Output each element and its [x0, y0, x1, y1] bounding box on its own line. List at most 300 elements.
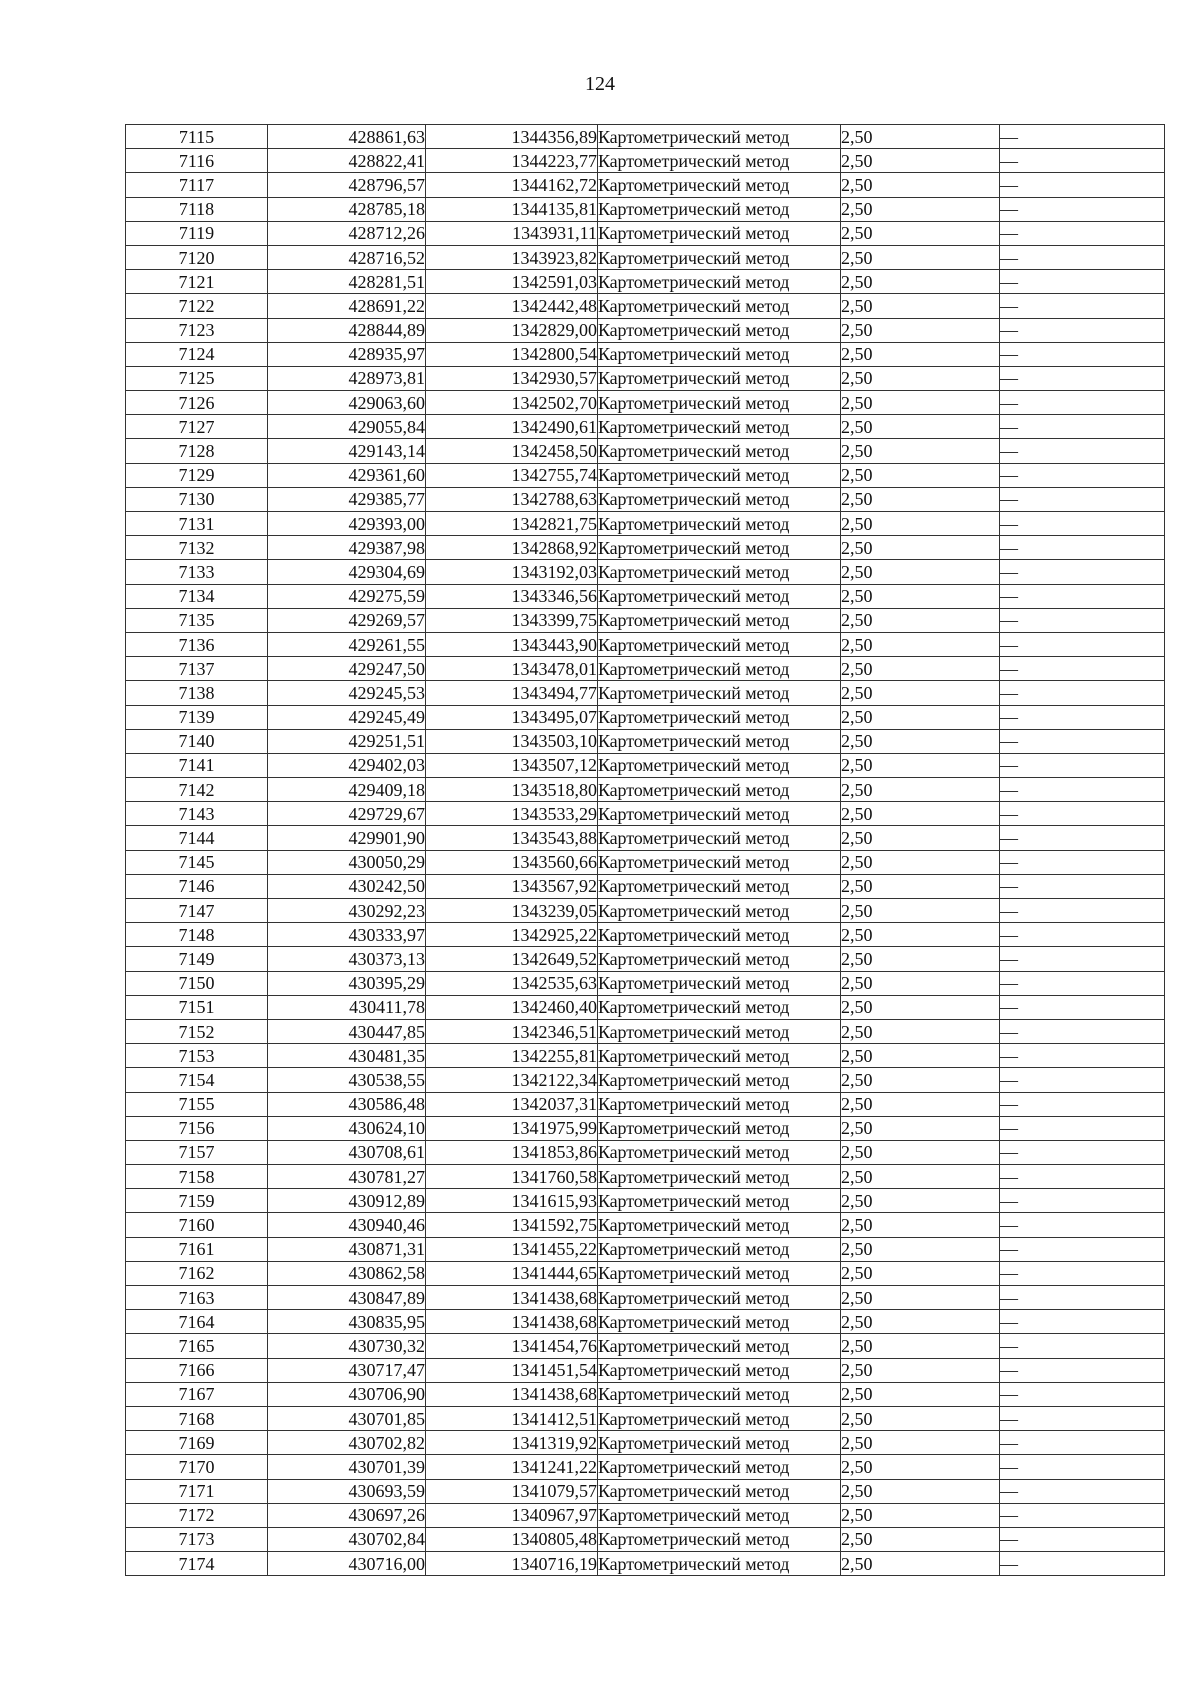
- point-number-cell: 7145: [126, 850, 268, 874]
- accuracy-cell: 2,50: [841, 1406, 1000, 1430]
- table-row: [126, 560, 1165, 584]
- y-coordinate-cell: 1342458,50: [426, 439, 598, 463]
- point-number-cell: 7165: [126, 1334, 268, 1358]
- point-number-cell: 7149: [126, 947, 268, 971]
- description-cell: —: [1000, 826, 1165, 850]
- point-number-cell: 7118: [126, 197, 268, 221]
- description-cell: —: [1000, 899, 1165, 923]
- point-number-cell: 7117: [126, 173, 268, 197]
- accuracy-cell: 2,50: [841, 1552, 1000, 1576]
- x-coordinate-cell: 429361,60: [268, 463, 426, 487]
- table-row: [126, 971, 1165, 995]
- y-coordinate-cell: 1341451,54: [426, 1358, 598, 1382]
- accuracy-cell: 2,50: [841, 391, 1000, 415]
- method-cell: Картометрический метод: [598, 778, 841, 802]
- accuracy-cell: 2,50: [841, 1479, 1000, 1503]
- point-number-cell: 7153: [126, 1044, 268, 1068]
- accuracy-cell: 2,50: [841, 1044, 1000, 1068]
- x-coordinate-cell: 430701,85: [268, 1406, 426, 1430]
- description-cell: —: [1000, 1019, 1165, 1043]
- accuracy-cell: 2,50: [841, 1116, 1000, 1140]
- x-coordinate-cell: 430871,31: [268, 1237, 426, 1261]
- method-cell: Картометрический метод: [598, 899, 841, 923]
- y-coordinate-cell: 1344135,81: [426, 197, 598, 221]
- y-coordinate-cell: 1342788,63: [426, 487, 598, 511]
- accuracy-cell: 2,50: [841, 971, 1000, 995]
- y-coordinate-cell: 1342535,63: [426, 971, 598, 995]
- x-coordinate-cell: 429393,00: [268, 512, 426, 536]
- accuracy-cell: 2,50: [841, 1237, 1000, 1261]
- accuracy-cell: 2,50: [841, 536, 1000, 560]
- description-cell: —: [1000, 1310, 1165, 1334]
- point-number-cell: 7159: [126, 1189, 268, 1213]
- y-coordinate-cell: 1343507,12: [426, 753, 598, 777]
- x-coordinate-cell: 430708,61: [268, 1140, 426, 1164]
- accuracy-cell: 2,50: [841, 149, 1000, 173]
- description-cell: —: [1000, 1189, 1165, 1213]
- description-cell: —: [1000, 512, 1165, 536]
- description-cell: —: [1000, 1261, 1165, 1285]
- description-cell: —: [1000, 729, 1165, 753]
- x-coordinate-cell: 429304,69: [268, 560, 426, 584]
- x-coordinate-cell: 430940,46: [268, 1213, 426, 1237]
- method-cell: Картометрический метод: [598, 294, 841, 318]
- y-coordinate-cell: 1343567,92: [426, 874, 598, 898]
- x-coordinate-cell: 428281,51: [268, 270, 426, 294]
- description-cell: —: [1000, 149, 1165, 173]
- point-number-cell: 7156: [126, 1116, 268, 1140]
- table-row: [126, 415, 1165, 439]
- method-cell: Картометрический метод: [598, 125, 841, 149]
- description-cell: —: [1000, 1213, 1165, 1237]
- y-coordinate-cell: 1342755,74: [426, 463, 598, 487]
- point-number-cell: 7125: [126, 366, 268, 390]
- method-cell: Картометрический метод: [598, 270, 841, 294]
- method-cell: Картометрический метод: [598, 1503, 841, 1527]
- point-number-cell: 7134: [126, 584, 268, 608]
- point-number-cell: 7160: [126, 1213, 268, 1237]
- method-cell: Картометрический метод: [598, 1116, 841, 1140]
- x-coordinate-cell: 428691,22: [268, 294, 426, 318]
- table-row: [126, 512, 1165, 536]
- method-cell: Картометрический метод: [598, 1431, 841, 1455]
- table-row: [126, 536, 1165, 560]
- y-coordinate-cell: 1341444,65: [426, 1261, 598, 1285]
- description-cell: —: [1000, 197, 1165, 221]
- method-cell: Картометрический метод: [598, 1455, 841, 1479]
- accuracy-cell: 2,50: [841, 899, 1000, 923]
- description-cell: —: [1000, 125, 1165, 149]
- point-number-cell: 7142: [126, 778, 268, 802]
- method-cell: Картометрический метод: [598, 584, 841, 608]
- y-coordinate-cell: 1343503,10: [426, 729, 598, 753]
- method-cell: Картометрический метод: [598, 705, 841, 729]
- x-coordinate-cell: 429245,53: [268, 681, 426, 705]
- table-row: [126, 1116, 1165, 1140]
- y-coordinate-cell: 1342800,54: [426, 342, 598, 366]
- accuracy-cell: 2,50: [841, 463, 1000, 487]
- method-cell: Картометрический метод: [598, 439, 841, 463]
- method-cell: Картометрический метод: [598, 415, 841, 439]
- table-row: [126, 125, 1165, 149]
- method-cell: Картометрический метод: [598, 1237, 841, 1261]
- y-coordinate-cell: 1342037,31: [426, 1092, 598, 1116]
- table-row: [126, 1189, 1165, 1213]
- y-coordinate-cell: 1341760,58: [426, 1165, 598, 1189]
- x-coordinate-cell: 430835,95: [268, 1310, 426, 1334]
- y-coordinate-cell: 1341853,86: [426, 1140, 598, 1164]
- x-coordinate-cell: 428796,57: [268, 173, 426, 197]
- y-coordinate-cell: 1342122,34: [426, 1068, 598, 1092]
- table-row: [126, 729, 1165, 753]
- y-coordinate-cell: 1343346,56: [426, 584, 598, 608]
- y-coordinate-cell: 1343399,75: [426, 608, 598, 632]
- table-row: [126, 1503, 1165, 1527]
- accuracy-cell: 2,50: [841, 1140, 1000, 1164]
- x-coordinate-cell: 430847,89: [268, 1286, 426, 1310]
- method-cell: Картометрический метод: [598, 197, 841, 221]
- accuracy-cell: 2,50: [841, 1213, 1000, 1237]
- method-cell: Картометрический метод: [598, 1261, 841, 1285]
- accuracy-cell: 2,50: [841, 584, 1000, 608]
- table-row: [126, 826, 1165, 850]
- x-coordinate-cell: 430481,35: [268, 1044, 426, 1068]
- description-cell: —: [1000, 221, 1165, 245]
- method-cell: Картометрический метод: [598, 391, 841, 415]
- description-cell: —: [1000, 270, 1165, 294]
- method-cell: Картометрический метод: [598, 1165, 841, 1189]
- table-row: [126, 318, 1165, 342]
- y-coordinate-cell: 1343560,66: [426, 850, 598, 874]
- x-coordinate-cell: 429261,55: [268, 632, 426, 656]
- table-row: [126, 463, 1165, 487]
- description-cell: —: [1000, 632, 1165, 656]
- table-row: [126, 1092, 1165, 1116]
- table-row: [126, 1310, 1165, 1334]
- table-row: [126, 1044, 1165, 1068]
- accuracy-cell: 2,50: [841, 1165, 1000, 1189]
- table-row: [126, 294, 1165, 318]
- y-coordinate-cell: 1343518,80: [426, 778, 598, 802]
- y-coordinate-cell: 1341592,75: [426, 1213, 598, 1237]
- description-cell: —: [1000, 778, 1165, 802]
- y-coordinate-cell: 1343533,29: [426, 802, 598, 826]
- point-number-cell: 7115: [126, 125, 268, 149]
- y-coordinate-cell: 1342821,75: [426, 512, 598, 536]
- y-coordinate-cell: 1343931,11: [426, 221, 598, 245]
- x-coordinate-cell: 429409,18: [268, 778, 426, 802]
- point-number-cell: 7169: [126, 1431, 268, 1455]
- description-cell: —: [1000, 1044, 1165, 1068]
- table-row: [126, 705, 1165, 729]
- method-cell: Картометрический метод: [598, 342, 841, 366]
- method-cell: Картометрический метод: [598, 729, 841, 753]
- y-coordinate-cell: 1343494,77: [426, 681, 598, 705]
- description-cell: —: [1000, 608, 1165, 632]
- x-coordinate-cell: 429247,50: [268, 657, 426, 681]
- x-coordinate-cell: 430333,97: [268, 923, 426, 947]
- description-cell: —: [1000, 1479, 1165, 1503]
- table-row: [126, 608, 1165, 632]
- table-row: [126, 1140, 1165, 1164]
- accuracy-cell: 2,50: [841, 1092, 1000, 1116]
- accuracy-cell: 2,50: [841, 221, 1000, 245]
- table-row: [126, 753, 1165, 777]
- description-cell: —: [1000, 584, 1165, 608]
- table-row: [126, 391, 1165, 415]
- x-coordinate-cell: 430701,39: [268, 1455, 426, 1479]
- description-cell: —: [1000, 439, 1165, 463]
- x-coordinate-cell: 429385,77: [268, 487, 426, 511]
- description-cell: —: [1000, 1431, 1165, 1455]
- y-coordinate-cell: 1341438,68: [426, 1286, 598, 1310]
- x-coordinate-cell: 429055,84: [268, 415, 426, 439]
- y-coordinate-cell: 1343495,07: [426, 705, 598, 729]
- x-coordinate-cell: 428712,26: [268, 221, 426, 245]
- description-cell: —: [1000, 1237, 1165, 1261]
- y-coordinate-cell: 1343239,05: [426, 899, 598, 923]
- point-number-cell: 7152: [126, 1019, 268, 1043]
- point-number-cell: 7148: [126, 923, 268, 947]
- point-number-cell: 7158: [126, 1165, 268, 1189]
- table-row: [126, 874, 1165, 898]
- description-cell: —: [1000, 1358, 1165, 1382]
- table-row: [126, 1358, 1165, 1382]
- x-coordinate-cell: 429402,03: [268, 753, 426, 777]
- point-number-cell: 7155: [126, 1092, 268, 1116]
- x-coordinate-cell: 429729,67: [268, 802, 426, 826]
- y-coordinate-cell: 1344356,89: [426, 125, 598, 149]
- method-cell: Картометрический метод: [598, 1068, 841, 1092]
- table-row: [126, 1019, 1165, 1043]
- table-row: [126, 1527, 1165, 1551]
- method-cell: Картометрический метод: [598, 463, 841, 487]
- accuracy-cell: 2,50: [841, 415, 1000, 439]
- point-number-cell: 7150: [126, 971, 268, 995]
- y-coordinate-cell: 1343192,03: [426, 560, 598, 584]
- table-row: [126, 221, 1165, 245]
- table-row: [126, 802, 1165, 826]
- y-coordinate-cell: 1342649,52: [426, 947, 598, 971]
- coordinates-table-body: [126, 125, 1165, 1576]
- x-coordinate-cell: 430411,78: [268, 995, 426, 1019]
- x-coordinate-cell: 430624,10: [268, 1116, 426, 1140]
- point-number-cell: 7170: [126, 1455, 268, 1479]
- method-cell: Картометрический метод: [598, 318, 841, 342]
- point-number-cell: 7164: [126, 1310, 268, 1334]
- table-row: [126, 1552, 1165, 1576]
- accuracy-cell: 2,50: [841, 1189, 1000, 1213]
- x-coordinate-cell: 430538,55: [268, 1068, 426, 1092]
- point-number-cell: 7119: [126, 221, 268, 245]
- table-row: [126, 1286, 1165, 1310]
- description-cell: —: [1000, 1068, 1165, 1092]
- method-cell: Картометрический метод: [598, 173, 841, 197]
- y-coordinate-cell: 1343543,88: [426, 826, 598, 850]
- method-cell: Картометрический метод: [598, 1286, 841, 1310]
- description-cell: —: [1000, 1140, 1165, 1164]
- description-cell: —: [1000, 294, 1165, 318]
- point-number-cell: 7144: [126, 826, 268, 850]
- x-coordinate-cell: 428973,81: [268, 366, 426, 390]
- accuracy-cell: 2,50: [841, 1455, 1000, 1479]
- table-row: [126, 778, 1165, 802]
- point-number-cell: 7167: [126, 1382, 268, 1406]
- method-cell: Картометрический метод: [598, 1382, 841, 1406]
- x-coordinate-cell: 430447,85: [268, 1019, 426, 1043]
- y-coordinate-cell: 1342346,51: [426, 1019, 598, 1043]
- y-coordinate-cell: 1342829,00: [426, 318, 598, 342]
- y-coordinate-cell: 1343443,90: [426, 632, 598, 656]
- table-row: [126, 197, 1165, 221]
- y-coordinate-cell: 1342460,40: [426, 995, 598, 1019]
- accuracy-cell: 2,50: [841, 632, 1000, 656]
- table-row: [126, 487, 1165, 511]
- x-coordinate-cell: 430730,32: [268, 1334, 426, 1358]
- point-number-cell: 7131: [126, 512, 268, 536]
- description-cell: —: [1000, 657, 1165, 681]
- y-coordinate-cell: 1341975,99: [426, 1116, 598, 1140]
- y-coordinate-cell: 1341438,68: [426, 1310, 598, 1334]
- x-coordinate-cell: 429245,49: [268, 705, 426, 729]
- table-row: [126, 657, 1165, 681]
- page-number: 124: [585, 73, 615, 95]
- description-cell: —: [1000, 1116, 1165, 1140]
- accuracy-cell: 2,50: [841, 947, 1000, 971]
- point-number-cell: 7128: [126, 439, 268, 463]
- y-coordinate-cell: 1341438,68: [426, 1382, 598, 1406]
- description-cell: —: [1000, 245, 1165, 269]
- table-row: [126, 923, 1165, 947]
- table-row: [126, 439, 1165, 463]
- method-cell: Картометрический метод: [598, 971, 841, 995]
- x-coordinate-cell: 430242,50: [268, 874, 426, 898]
- table-row: [126, 899, 1165, 923]
- table-row: [126, 584, 1165, 608]
- y-coordinate-cell: 1342502,70: [426, 391, 598, 415]
- point-number-cell: 7171: [126, 1479, 268, 1503]
- method-cell: Картометрический метод: [598, 632, 841, 656]
- method-cell: Картометрический метод: [598, 1044, 841, 1068]
- description-cell: —: [1000, 681, 1165, 705]
- point-number-cell: 7168: [126, 1406, 268, 1430]
- method-cell: Картометрический метод: [598, 149, 841, 173]
- accuracy-cell: 2,50: [841, 753, 1000, 777]
- x-coordinate-cell: 428785,18: [268, 197, 426, 221]
- x-coordinate-cell: 430050,29: [268, 850, 426, 874]
- method-cell: Картометрический метод: [598, 657, 841, 681]
- table-row: [126, 173, 1165, 197]
- description-cell: —: [1000, 947, 1165, 971]
- method-cell: Картометрический метод: [598, 221, 841, 245]
- description-cell: —: [1000, 487, 1165, 511]
- table-row: [126, 270, 1165, 294]
- description-cell: —: [1000, 802, 1165, 826]
- point-number-cell: 7163: [126, 1286, 268, 1310]
- method-cell: Картометрический метод: [598, 512, 841, 536]
- point-number-cell: 7173: [126, 1527, 268, 1551]
- accuracy-cell: 2,50: [841, 1431, 1000, 1455]
- x-coordinate-cell: 429901,90: [268, 826, 426, 850]
- y-coordinate-cell: 1341412,51: [426, 1406, 598, 1430]
- y-coordinate-cell: 1342930,57: [426, 366, 598, 390]
- description-cell: —: [1000, 753, 1165, 777]
- description-cell: —: [1000, 391, 1165, 415]
- description-cell: —: [1000, 923, 1165, 947]
- x-coordinate-cell: 429269,57: [268, 608, 426, 632]
- accuracy-cell: 2,50: [841, 366, 1000, 390]
- method-cell: Картометрический метод: [598, 1310, 841, 1334]
- table-row: [126, 342, 1165, 366]
- y-coordinate-cell: 1341454,76: [426, 1334, 598, 1358]
- method-cell: Картометрический метод: [598, 681, 841, 705]
- y-coordinate-cell: 1342591,03: [426, 270, 598, 294]
- point-number-cell: 7136: [126, 632, 268, 656]
- description-cell: —: [1000, 415, 1165, 439]
- y-coordinate-cell: 1344223,77: [426, 149, 598, 173]
- x-coordinate-cell: 428716,52: [268, 245, 426, 269]
- method-cell: Картометрический метод: [598, 802, 841, 826]
- accuracy-cell: 2,50: [841, 270, 1000, 294]
- method-cell: Картометрический метод: [598, 366, 841, 390]
- point-number-cell: 7132: [126, 536, 268, 560]
- point-number-cell: 7133: [126, 560, 268, 584]
- method-cell: Картометрический метод: [598, 826, 841, 850]
- y-coordinate-cell: 1342490,61: [426, 415, 598, 439]
- method-cell: Картометрический метод: [598, 1358, 841, 1382]
- accuracy-cell: 2,50: [841, 487, 1000, 511]
- accuracy-cell: 2,50: [841, 1334, 1000, 1358]
- y-coordinate-cell: 1341079,57: [426, 1479, 598, 1503]
- point-number-cell: 7126: [126, 391, 268, 415]
- method-cell: Картометрический метод: [598, 487, 841, 511]
- method-cell: Картометрический метод: [598, 874, 841, 898]
- table-row: [126, 1068, 1165, 1092]
- y-coordinate-cell: 1342442,48: [426, 294, 598, 318]
- point-number-cell: 7120: [126, 245, 268, 269]
- accuracy-cell: 2,50: [841, 1358, 1000, 1382]
- point-number-cell: 7161: [126, 1237, 268, 1261]
- point-number-cell: 7174: [126, 1552, 268, 1576]
- accuracy-cell: 2,50: [841, 1527, 1000, 1551]
- accuracy-cell: 2,50: [841, 1503, 1000, 1527]
- x-coordinate-cell: 430702,82: [268, 1431, 426, 1455]
- x-coordinate-cell: 430717,47: [268, 1358, 426, 1382]
- accuracy-cell: 2,50: [841, 173, 1000, 197]
- y-coordinate-cell: 1341615,93: [426, 1189, 598, 1213]
- description-cell: —: [1000, 1092, 1165, 1116]
- point-number-cell: 7140: [126, 729, 268, 753]
- description-cell: —: [1000, 342, 1165, 366]
- table-row: [126, 1431, 1165, 1455]
- accuracy-cell: 2,50: [841, 681, 1000, 705]
- x-coordinate-cell: 429063,60: [268, 391, 426, 415]
- table-row: [126, 947, 1165, 971]
- table-row: [126, 1382, 1165, 1406]
- x-coordinate-cell: 429143,14: [268, 439, 426, 463]
- description-cell: —: [1000, 1165, 1165, 1189]
- y-coordinate-cell: 1341455,22: [426, 1237, 598, 1261]
- description-cell: —: [1000, 1334, 1165, 1358]
- x-coordinate-cell: 430373,13: [268, 947, 426, 971]
- point-number-cell: 7154: [126, 1068, 268, 1092]
- point-number-cell: 7129: [126, 463, 268, 487]
- accuracy-cell: 2,50: [841, 995, 1000, 1019]
- description-cell: —: [1000, 1382, 1165, 1406]
- point-number-cell: 7147: [126, 899, 268, 923]
- description-cell: —: [1000, 705, 1165, 729]
- accuracy-cell: 2,50: [841, 245, 1000, 269]
